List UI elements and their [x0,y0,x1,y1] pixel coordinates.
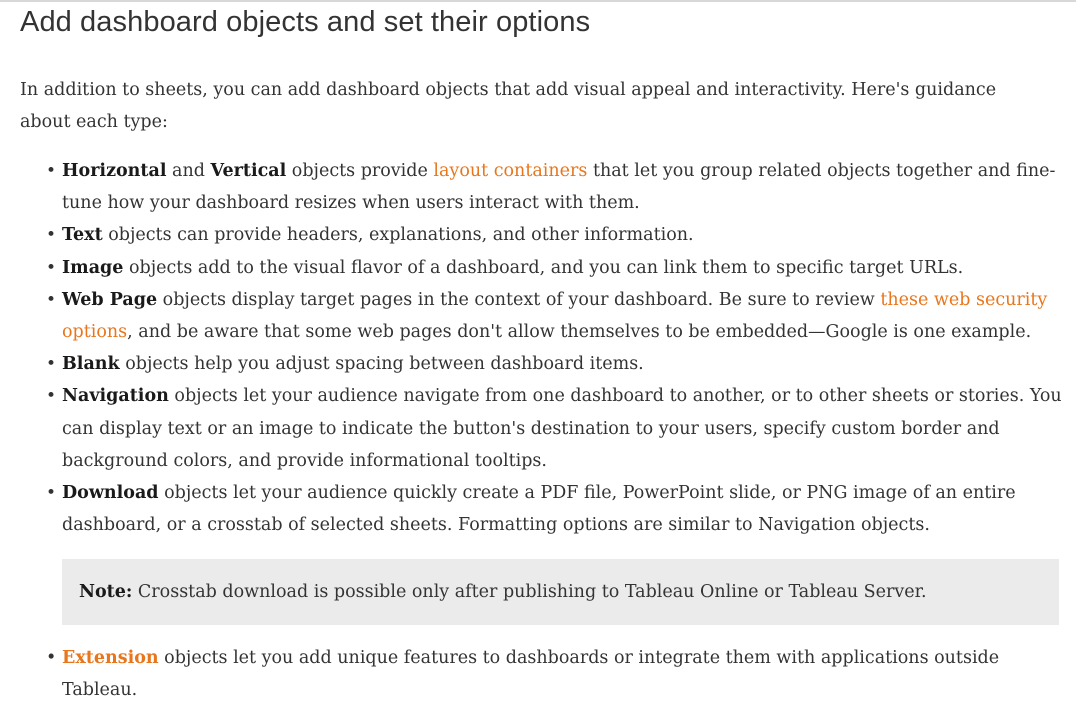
bullet: • [46,289,57,310]
bullet: • [46,161,57,181]
item-text: objects can provide headers, explanations, and other information. [102,225,694,246]
bullet: • [46,648,57,668]
list-item-image [46,252,1062,284]
list-item-extension [46,642,1072,706]
item-text: objects provide [286,161,434,181]
item-text: , and be aware that some web pages don't allow themselves to be embedded—Google is one example. [127,322,1032,343]
item-text: objects help you adjust spacing between dashboard items. [119,354,644,375]
list-item-blank [46,348,1062,380]
item-text: objects add to the visual flavor of a dashboard, and you can link them to specific target URLs. [123,257,964,278]
bullet: • [46,225,57,246]
term-navigation: Navigation [62,386,169,407]
bullet: • [46,386,57,407]
item-text: objects let your audience quickly create a PDF file, PowerPoint slide, or PNG image of an entire dashboard, or a crosstab of selected sheets. Formatting options are similar to Navigation objects. [62,483,1016,536]
layout-containers-link[interactable]: layout containers [433,161,588,181]
note-label: Note: [79,582,133,602]
term-blank: Blank [62,354,120,375]
list-item-web-page [46,284,1062,348]
term-download: Download [62,483,159,504]
item-text: objects display target pages in the context of your dashboard. Be sure to review [157,289,881,310]
term-horizontal: Horizontal [62,161,167,181]
term-text: Text [62,225,103,246]
intro-paragraph: In addition to sheets, you can add dashboard objects that add visual appeal and interactivity. Here's guidance about each type: [20,80,997,132]
bullet: • [46,354,57,375]
bullet: • [46,257,57,278]
term-vertical: Vertical [210,161,287,181]
item-text: objects let your audience navigate from one dashboard to another, or to other sheets or stories. You can display text or an image to indicate the button's destination to your users, specify custom border and background colors, and provide informational tooltips. [62,386,1062,471]
list-item-text [46,219,1062,251]
item-text: and [166,161,211,181]
extension-list [20,642,1072,706]
extension-link[interactable]: Extension [62,648,159,668]
web-security-options-link[interactable]: these web security options [62,289,1048,343]
note-box [62,559,1059,625]
note-text: Crosstab download is possible only after publishing to Tableau Online or Tableau Server. [132,582,927,602]
bullet: • [46,483,57,504]
term-image: Image [62,257,124,278]
item-text: objects let you add unique features to dashboards or integrate them with applications outside Tableau. [62,648,1000,700]
list-item-horizontal-vertical [46,155,1062,219]
term-web-page: Web Page [62,289,158,310]
list-item-download [46,477,1062,541]
item-text: that let you group related objects together and fine-tune how your dashboard resizes when users interact with them. [62,161,1056,214]
object-types-list [20,155,1062,541]
list-item-navigation [46,380,1062,477]
page-title: Add dashboard objects and set their options [20,6,591,38]
